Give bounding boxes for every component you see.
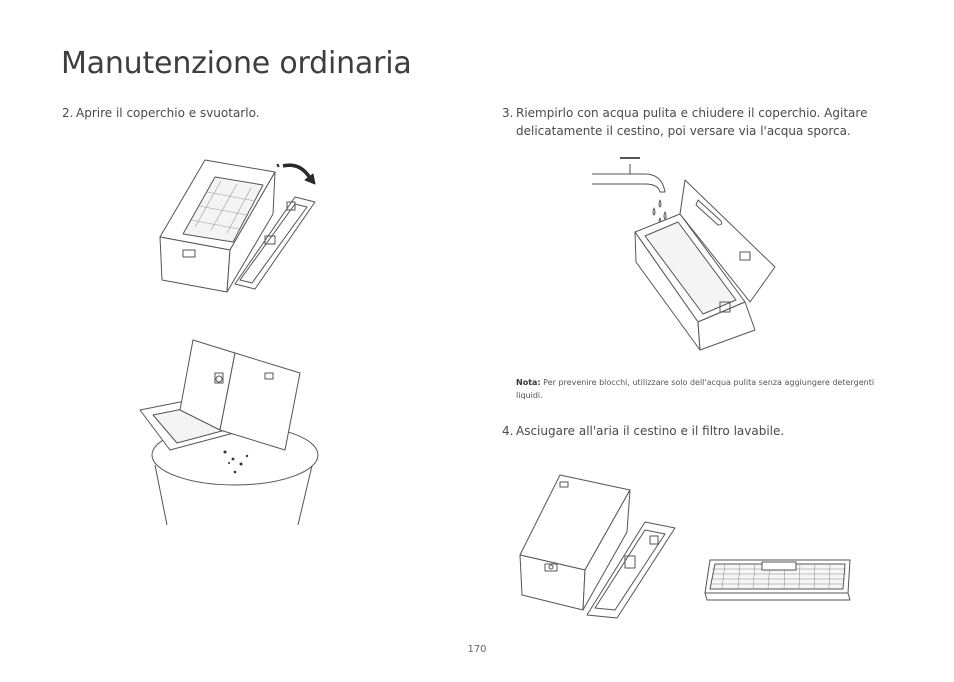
illustration-empty-bin	[135, 335, 320, 530]
step-text: Asciugare all'aria il cestino e il filtro lavabile.	[516, 424, 785, 438]
step-2-instruction	[62, 104, 422, 122]
step-number: 4.	[502, 424, 514, 438]
note	[516, 376, 896, 402]
step-text: Aprire il coperchio e svuotarlo.	[76, 106, 260, 120]
illustration-fill-water	[590, 152, 780, 362]
page-title: Manutenzione ordinaria	[61, 46, 412, 81]
step-number: 2.	[62, 106, 74, 120]
step-number: 3.	[502, 106, 514, 120]
note-text: Per prevenire blocchi, utilizzare solo dell'acqua pulita senza aggiungere detergenti liquidi.	[516, 378, 875, 400]
step-3-instruction	[502, 104, 882, 140]
illustration-open-lid	[155, 152, 325, 297]
illustration-washable-filter	[700, 555, 860, 605]
note-label: Nota:	[516, 378, 541, 387]
step-4-instruction	[502, 422, 882, 440]
illustration-dry-bin	[515, 470, 680, 620]
step-text: Riempirlo con acqua pulita e chiudere il coperchio. Agitare delicatamente il cestino, poi versare via l'acqua sporca.	[516, 106, 868, 138]
page-number: 170	[467, 644, 487, 655]
